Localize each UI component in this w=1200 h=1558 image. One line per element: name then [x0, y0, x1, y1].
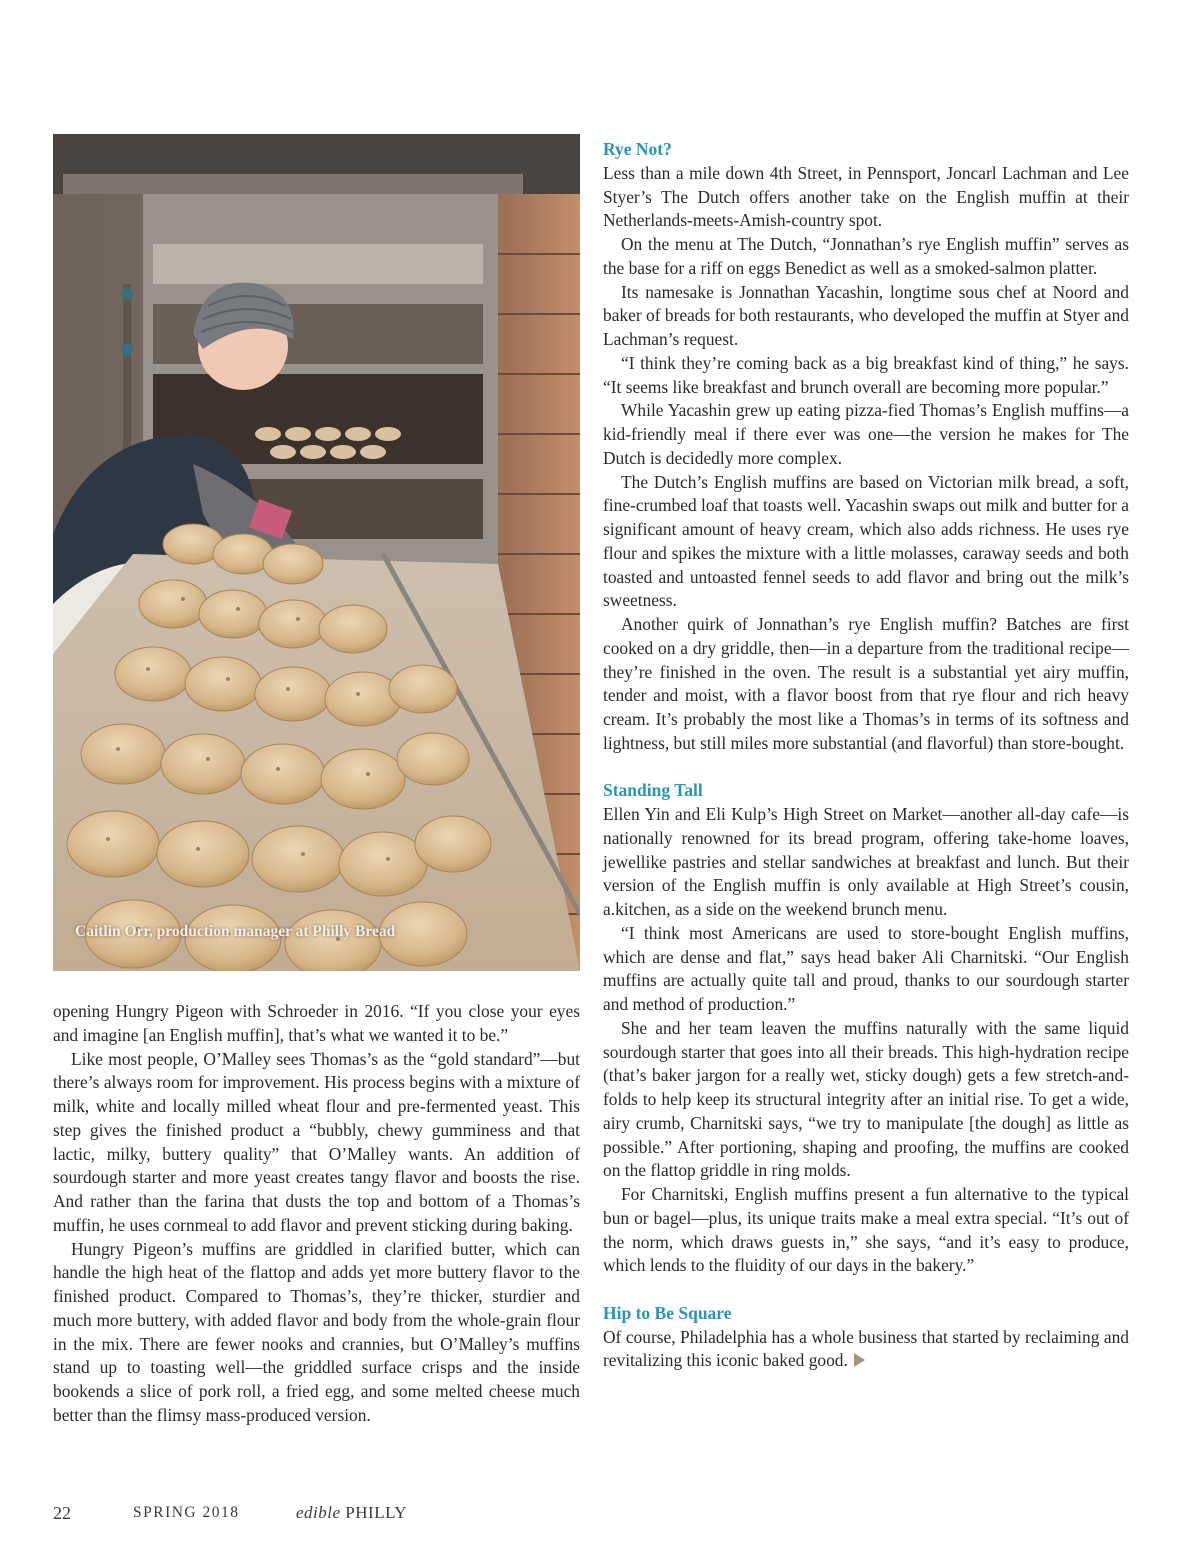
- continued-arrow-icon: [854, 1353, 865, 1367]
- body-paragraph: [603, 1326, 1129, 1374]
- body-paragraph: Its namesake is Jonnathan Yacashin, longtime sous chef at Noord and baker of breads for both restaurants, who developed the muffin at Styer and Lachman’s request.: [603, 281, 1129, 349]
- section-heading-standing-tall: Standing Tall: [603, 780, 703, 801]
- body-paragraph: “I think they’re coming back as a big breakfast kind of thing,” he says. “It seems like breakfast and brunch overall are becoming more popular.”: [603, 352, 1129, 397]
- right-column: [603, 138, 1129, 1373]
- section-heading-hip-to-be-square: Hip to Be Square: [603, 1302, 732, 1323]
- body-paragraph: Ellen Yin and Eli Kulp’s High Street on Market—another all-day cafe—is nationally renowned for its bread program, offering take-home loaves, jewellike pastries and stellar sandwiches at breakfast and lunch. But their version of the English muffin is only available at High Street’s cousin, a.kitchen, as a side on the weekend brunch menu.: [603, 804, 1129, 919]
- issue-label: SPRING 2018: [133, 1504, 240, 1521]
- page-footer: [53, 1503, 408, 1524]
- section-spacer: [603, 756, 1129, 780]
- magazine-name: [296, 1503, 407, 1523]
- body-paragraph: The Dutch’s English muffins are based on Victorian milk bread, a soft, fine-crumbed loaf that toasts well. Yacashin swaps out milk and butter for a significant amount of heavy cream, which also adds richness. He uses rye flour and spikes the mixture with a little molasses, caraway seeds and both toasted and untoasted fennel seeds to add flavor and bring out the milk’s sweetness.: [603, 471, 1129, 611]
- section-heading-rye-not: Rye Not?: [603, 139, 672, 159]
- photo-illustration: [53, 134, 580, 971]
- page-number: 22: [53, 1503, 71, 1523]
- body-paragraph: While Yacashin grew up eating pizza-fied Thomas’s English muffins—a kid-friendly meal if there ever was one—the version he makes for The Dutch is decidedly more complex.: [603, 400, 1129, 468]
- body-paragraph: For Charnitski, English muffins present a fun alternative to the typical bun or bagel—plus, its unique traits make a meal extra special. “It’s out of the norm, which draws guests in,” she says, “and it’s easy to produce, which lends to the fluidity of our days in the bakery.”: [603, 1184, 1129, 1276]
- body-paragraph: Like most people, O’Malley sees Thomas’s as the “gold standard”—but there’s always room for improvement. His process begins with a mixture of milk, white and locally milled wheat flour and pre-fermented yeast. This step gives the finished product a “bubbly, chewy gumminess and that lactic, milky, buttery quality” that O’Malley wants. An addition of sourdough starter and more yeast creates tangy flavor and boosts the rise. And rather than the farina that dusts the top and bottom of a Thomas’s muffin, he uses cornmeal to add flavor and prevent sticking during baking.: [53, 1048, 580, 1235]
- body-paragraph: opening Hungry Pigeon with Schroeder in 2016. “If you close your eyes and imagine [an English muffin], that’s what we wanted it to be.”: [53, 1001, 580, 1045]
- body-paragraph: “I think most Americans are used to store-bought English muffins, which are dense and flat,” says head baker Ali Charnitski. “Our English muffins are actually quite tall and proud, thanks to our sourdough starter and method of production.”: [603, 922, 1129, 1014]
- left-column: [53, 1000, 580, 1428]
- body-paragraph: Another quirk of Jonnathan’s rye English muffin? Batches are first cooked on a dry griddle, then—in a departure from the traditional recipe—they’re finished in the oven. The result is a substantial yet airy muffin, tender and moist, with a flavor boost from that rye flour and rich heavy cream. It’s probably the most like a Thomas’s in terms of its softness and lightness, but still miles more substantial (and flavorful) than store-bought.: [603, 614, 1129, 753]
- bakery-photo: [53, 134, 580, 971]
- body-paragraph: She and her team leaven the muffins naturally with the same liquid sourdough starter that goes into all their breads. This high-hydration recipe (that’s baker jargon for a really wet, sticky dough) gets a few stretch-and-folds to help keep its structural integrity after an initial rise. To get a wide, airy crumb, Charnitski says, “we try to manipulate [the dough] as little as possible.” After portioning, shaping and proofing, the muffins are cooked on the flattop griddle in ring molds.: [603, 1017, 1129, 1181]
- body-text: Of course, Philadelphia has a whole business that started by reclaiming and revitalizing this iconic baked good.: [603, 1326, 1129, 1371]
- magazine-name-italic: edible: [296, 1503, 341, 1522]
- body-paragraph: On the menu at The Dutch, “Jonnathan’s rye English muffin” serves as the base for a riff on eggs Benedict as well as a smoked-salmon platter.: [603, 234, 1129, 278]
- body-paragraph: Less than a mile down 4th Street, in Pennsport, Joncarl Lachman and Lee Styer’s The Dutch offers another take on the English muffin at their Netherlands-meets-Amish-country spot.: [603, 162, 1129, 231]
- magazine-name-city: PHILLY: [345, 1503, 408, 1522]
- section-spacer: [603, 1278, 1129, 1302]
- body-paragraph: Hungry Pigeon’s muffins are griddled in clarified butter, which can handle the high heat of the flattop and adds yet more buttery flavor to the finished product. Compared to Thomas’s, they’re thicker, sturdier and much more buttery, with added flavor and body from the whole-grain flour in the mix. There are fewer nooks and crannies, but O’Malley’s muffins stand up to toasting well—the griddled surface crisps and the inside bookends a slice of pork roll, a fried egg, and some melted cheese much better than the flimsy mass-produced version.: [53, 1238, 580, 1425]
- photo-caption: Caitlin Orr, production manager at Philly Bread: [75, 923, 396, 940]
